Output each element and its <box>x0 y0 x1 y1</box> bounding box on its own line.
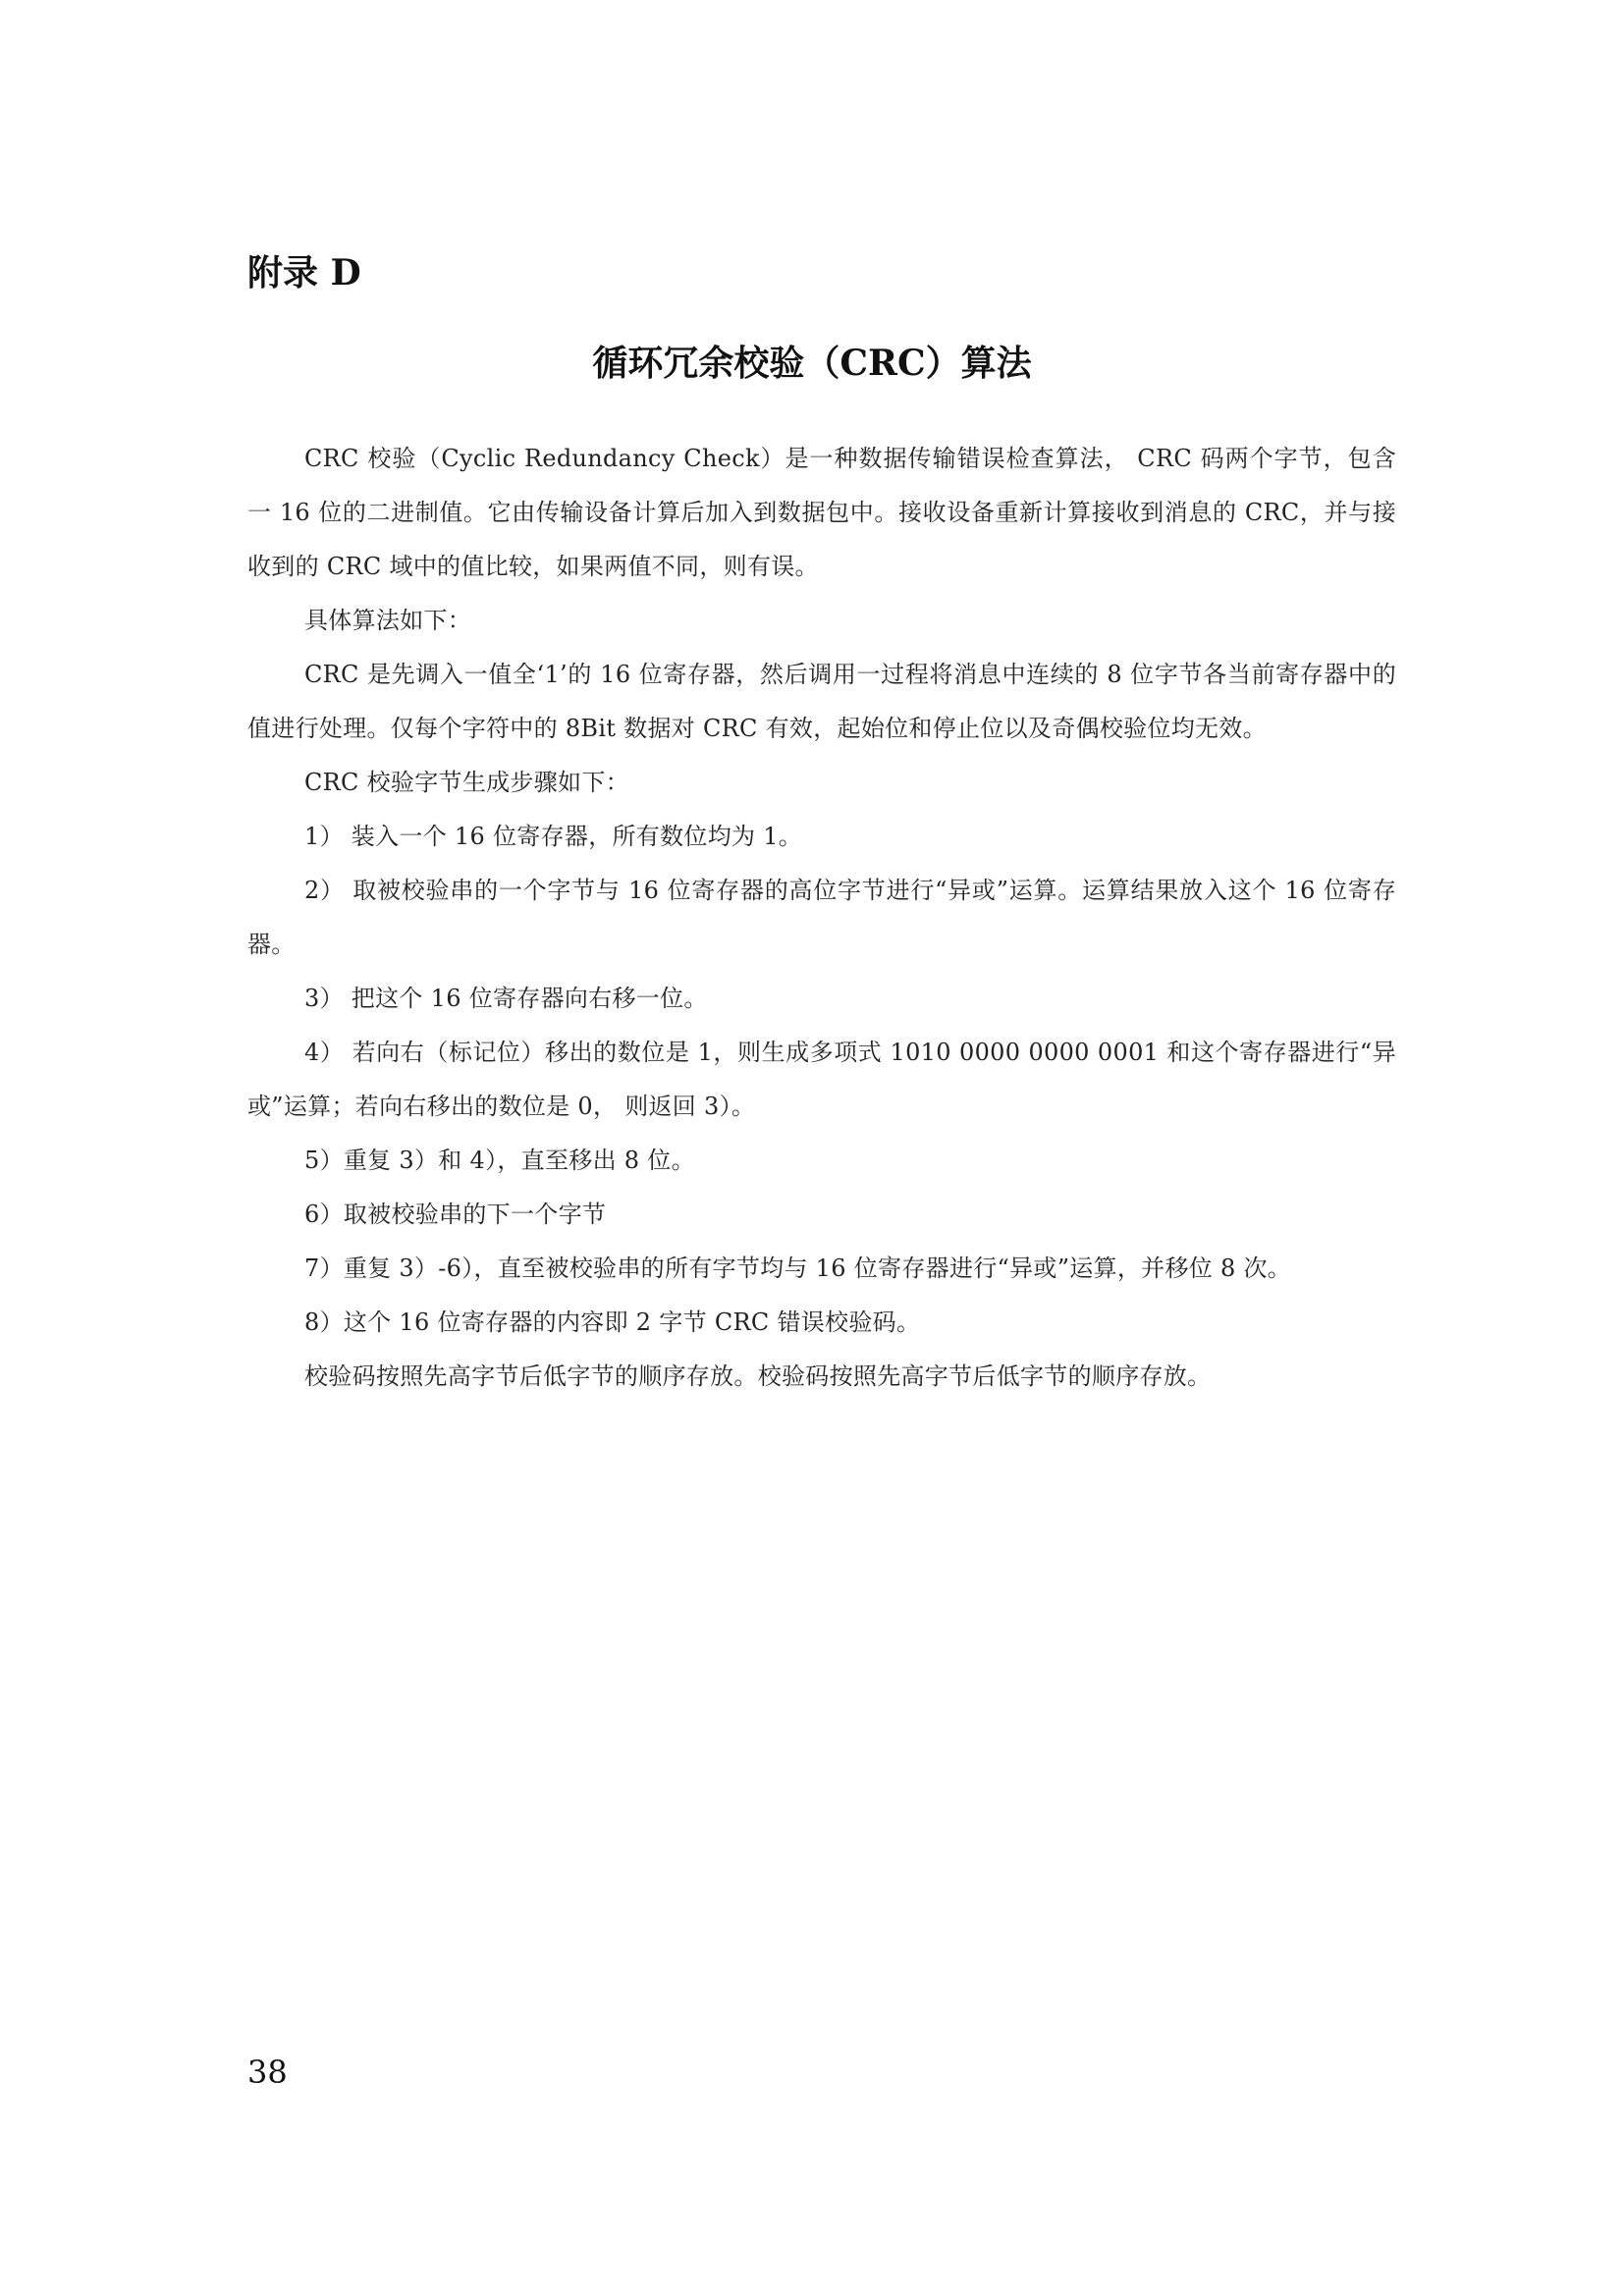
document-title: 循环冗余校验（CRC）算法 <box>592 343 1032 384</box>
step-4: 4） 若向右（标记位）移出的数位是 1，则生成多项式 1010 0000 0000 0001 和这个寄存器进行“异或”运算；若向右移出的数位是 0， 则返回 3）。 <box>247 1039 1396 1120</box>
paragraph-crc-intro: CRC 校验（Cyclic Redundancy Check）是一种数据传输错误检查算法， CRC 码两个字节，包含一 16 位的二进制值。它由传输设备计算后加入到数据包中。接收设备重新计算接收到消息的 CRC，并与接收到的 CRC 域中的值比较，如果两值不同，则有误。 <box>247 445 1396 580</box>
paragraph-register-init: CRC 是先调入一值全‘1’的 16 位寄存器，然后调用一过程将消息中连续的 8 位字节各当前寄存器中的值进行处理。仅每个字符中的 8Bit 数据对 CRC 有效，起始位和停止位以及奇偶校验位均无效。 <box>247 661 1396 742</box>
page-number: 38 <box>247 2054 288 2091</box>
step-8: 8）这个 16 位寄存器的内容即 2 字节 CRC 错误校验码。 <box>304 1308 921 1336</box>
step-2: 2） 取被校验串的一个字节与 16 位寄存器的高位字节进行“异或”运算。运算结果放入这个 16 位寄存器。 <box>247 877 1396 958</box>
step-6: 6）取被校验串的下一个字节 <box>304 1201 607 1228</box>
step-5: 5）重复 3）和 4），直至移出 8 位。 <box>304 1147 695 1174</box>
step-7: 7）重复 3）-6），直至被校验串的所有字节均与 16 位寄存器进行“异或”运算，并移位 8 次。 <box>304 1255 1292 1282</box>
appendix-label: 附录 D <box>247 252 361 294</box>
paragraph-byte-order: 校验码按照先高字节后低字节的顺序存放。校验码按照先高字节后低字节的顺序存放。 <box>304 1362 1212 1390</box>
step-3: 3） 把这个 16 位寄存器向右移一位。 <box>304 985 708 1012</box>
paragraph-steps-heading: CRC 校验字节生成步骤如下： <box>304 769 629 796</box>
paragraph-algorithm-heading: 具体算法如下： <box>304 607 472 634</box>
step-1: 1） 装入一个 16 位寄存器，所有数位均为 1。 <box>304 823 803 850</box>
document-body <box>247 432 1396 1404</box>
